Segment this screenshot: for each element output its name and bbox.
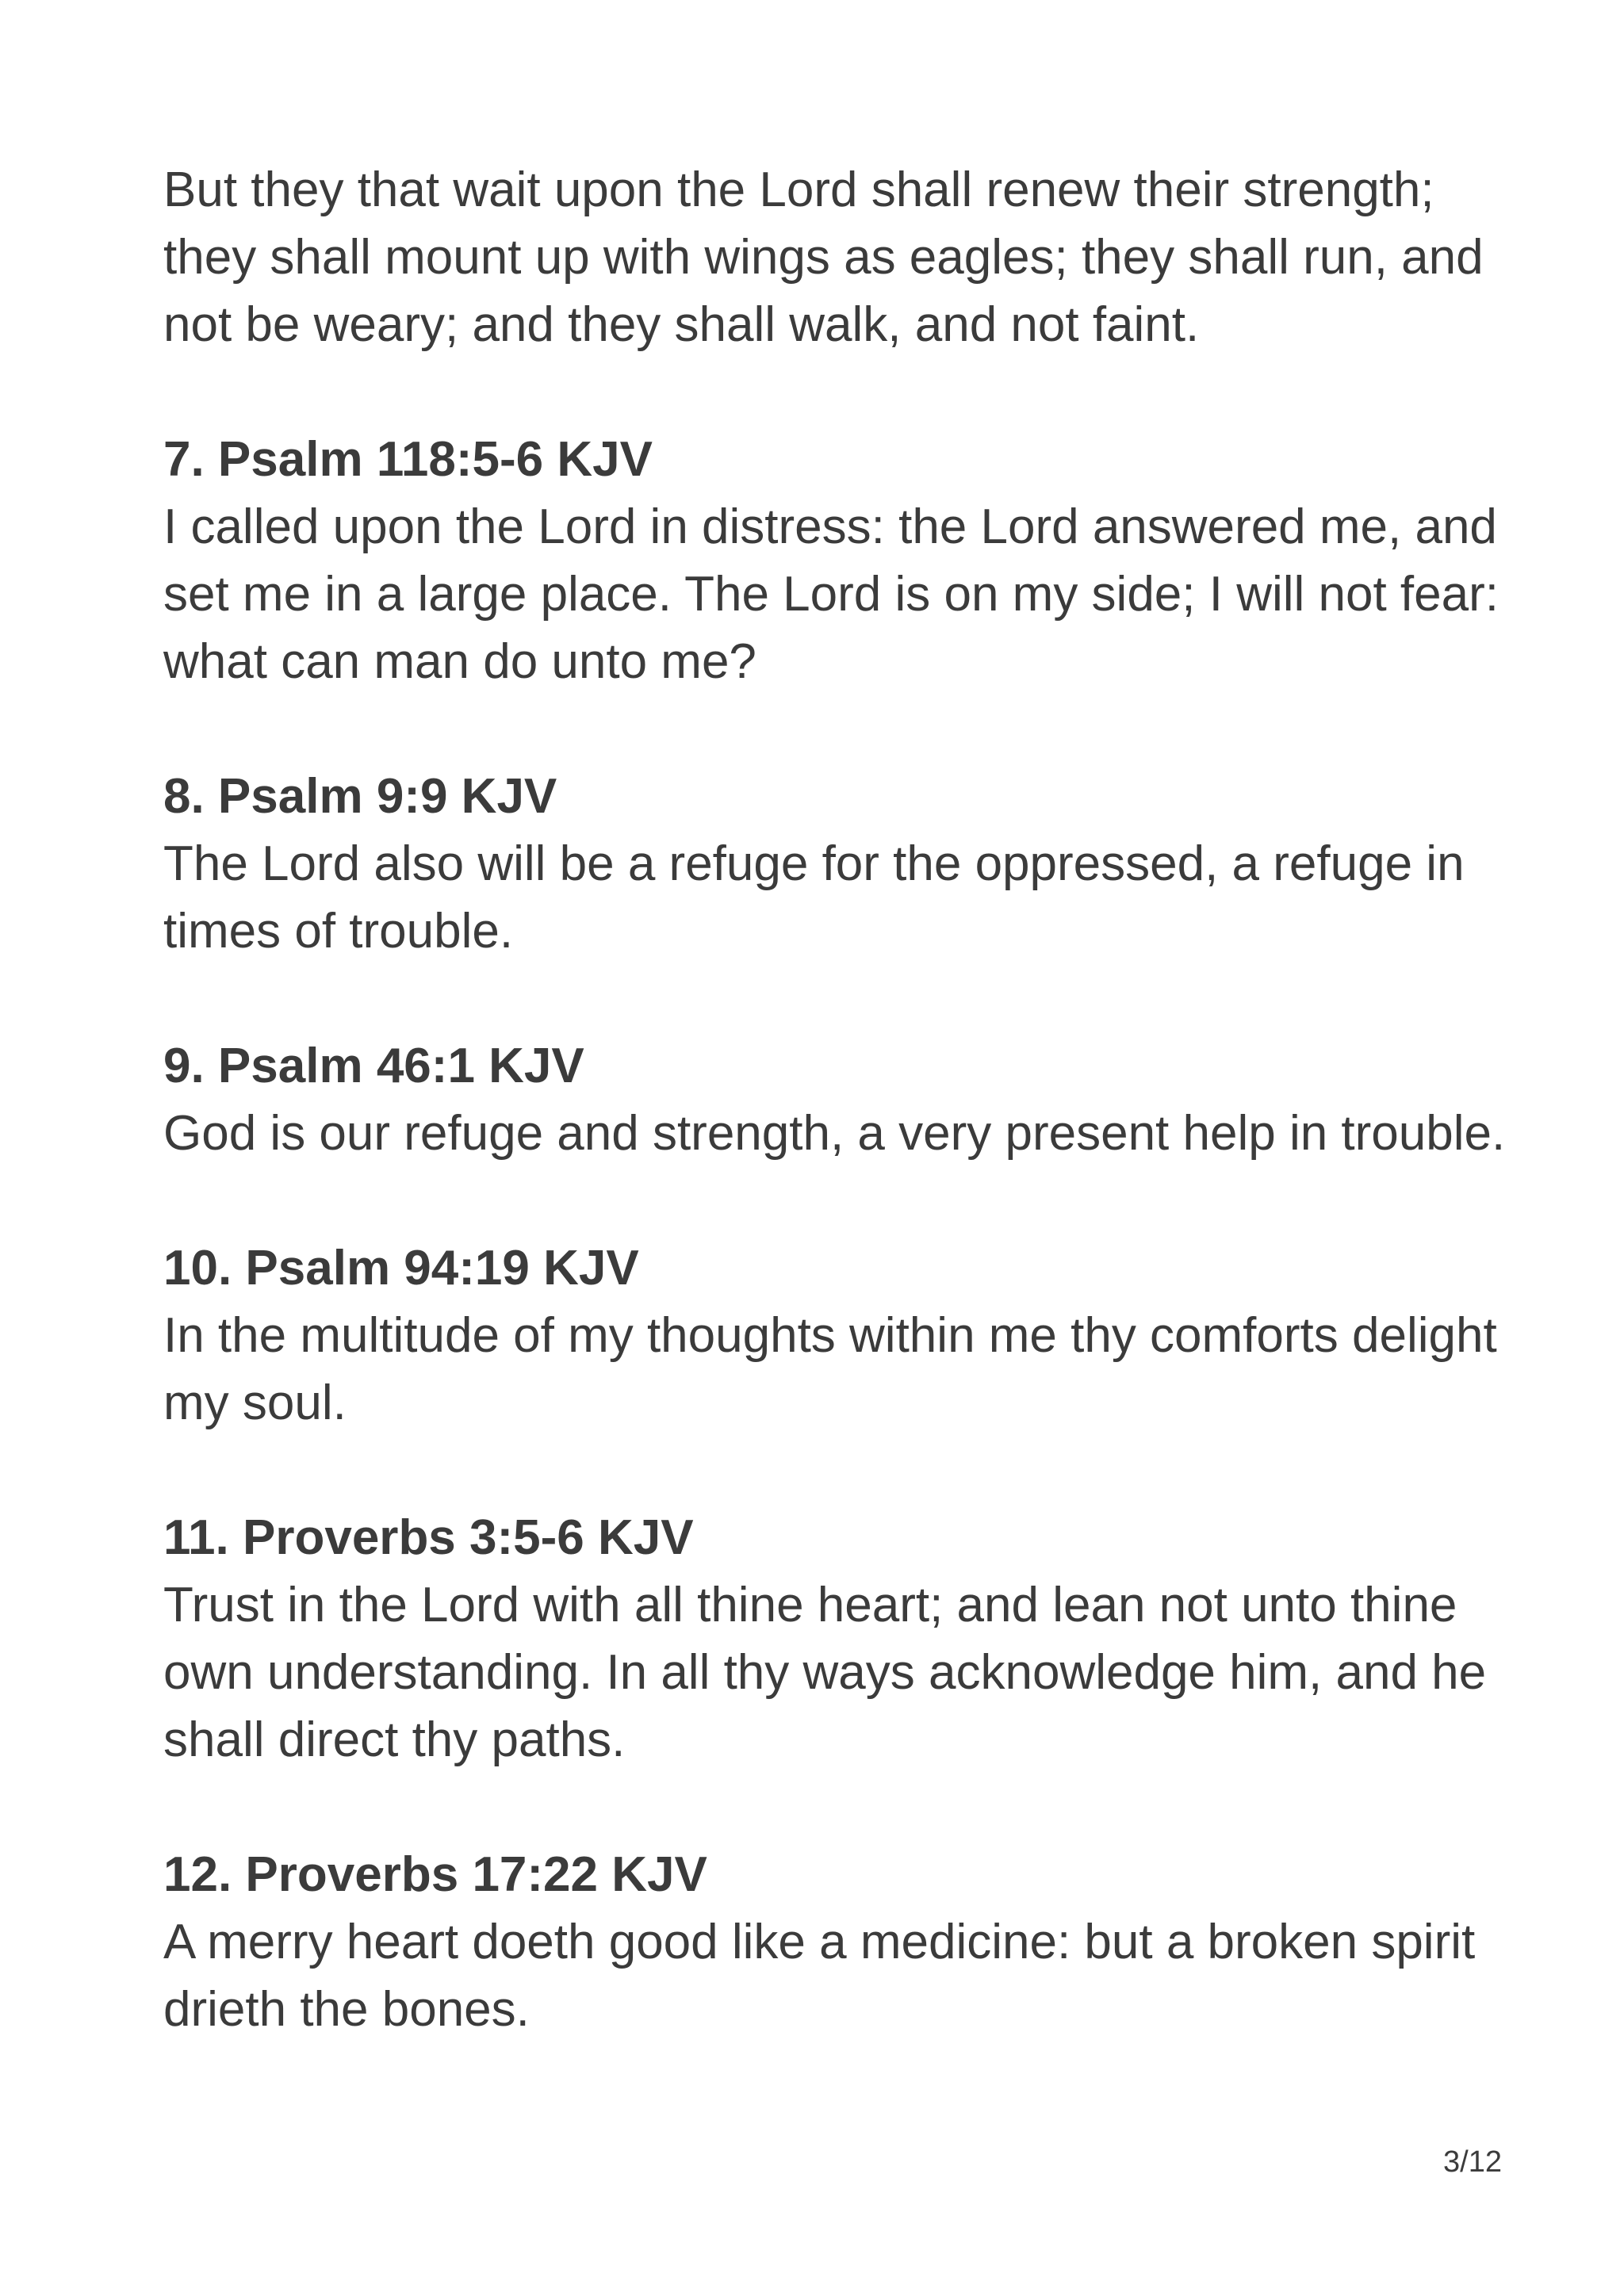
- verse-block: [163, 1234, 1511, 1437]
- verse-text: In the multitude of my thoughts within me thy comforts delight my soul.: [163, 1308, 1497, 1430]
- verse-heading: 8. Psalm 9:9 KJV: [163, 769, 557, 824]
- verse-block: [163, 1032, 1511, 1167]
- verse-heading: 7. Psalm 118:5-6 KJV: [163, 432, 653, 487]
- page-number: 3/12: [1443, 2145, 1502, 2179]
- verse-heading: 12. Proverbs 17:22 KJV: [163, 1847, 707, 1902]
- verse-text: I called upon the Lord in distress: the Lord answered me, and set me in a large place. The Lord is on my side; I will not fear: what can man do unto me?: [163, 499, 1499, 689]
- verse-text: The Lord also will be a refuge for the oppressed, a refuge in times of trouble.: [163, 836, 1465, 959]
- opening-passage: But they that wait upon the Lord shall renew their strength; they shall mount up with wings as eagles; they shall run, and not be weary; and they shall walk, and not faint.: [163, 163, 1484, 352]
- verse-block: [163, 763, 1511, 965]
- verse-text: Trust in the Lord with all thine heart; and lean not unto thine own understanding. In all thy ways acknowledge him, and he shall direct thy paths.: [163, 1578, 1487, 1767]
- verse-text: God is our refuge and strength, a very present help in trouble.: [163, 1106, 1506, 1161]
- verse-text: A merry heart doeth good like a medicine: but a broken spirit drieth the bones.: [163, 1915, 1476, 2037]
- verse-block: [163, 1504, 1511, 1774]
- verse-heading: 11. Proverbs 3:5-6 KJV: [163, 1510, 694, 1565]
- verse-heading: 9. Psalm 46:1 KJV: [163, 1039, 584, 1093]
- verse-block: [163, 426, 1511, 695]
- verse-heading: 10. Psalm 94:19 KJV: [163, 1241, 639, 1295]
- page-content: [163, 156, 1511, 2110]
- verse-block: [163, 1841, 1511, 2043]
